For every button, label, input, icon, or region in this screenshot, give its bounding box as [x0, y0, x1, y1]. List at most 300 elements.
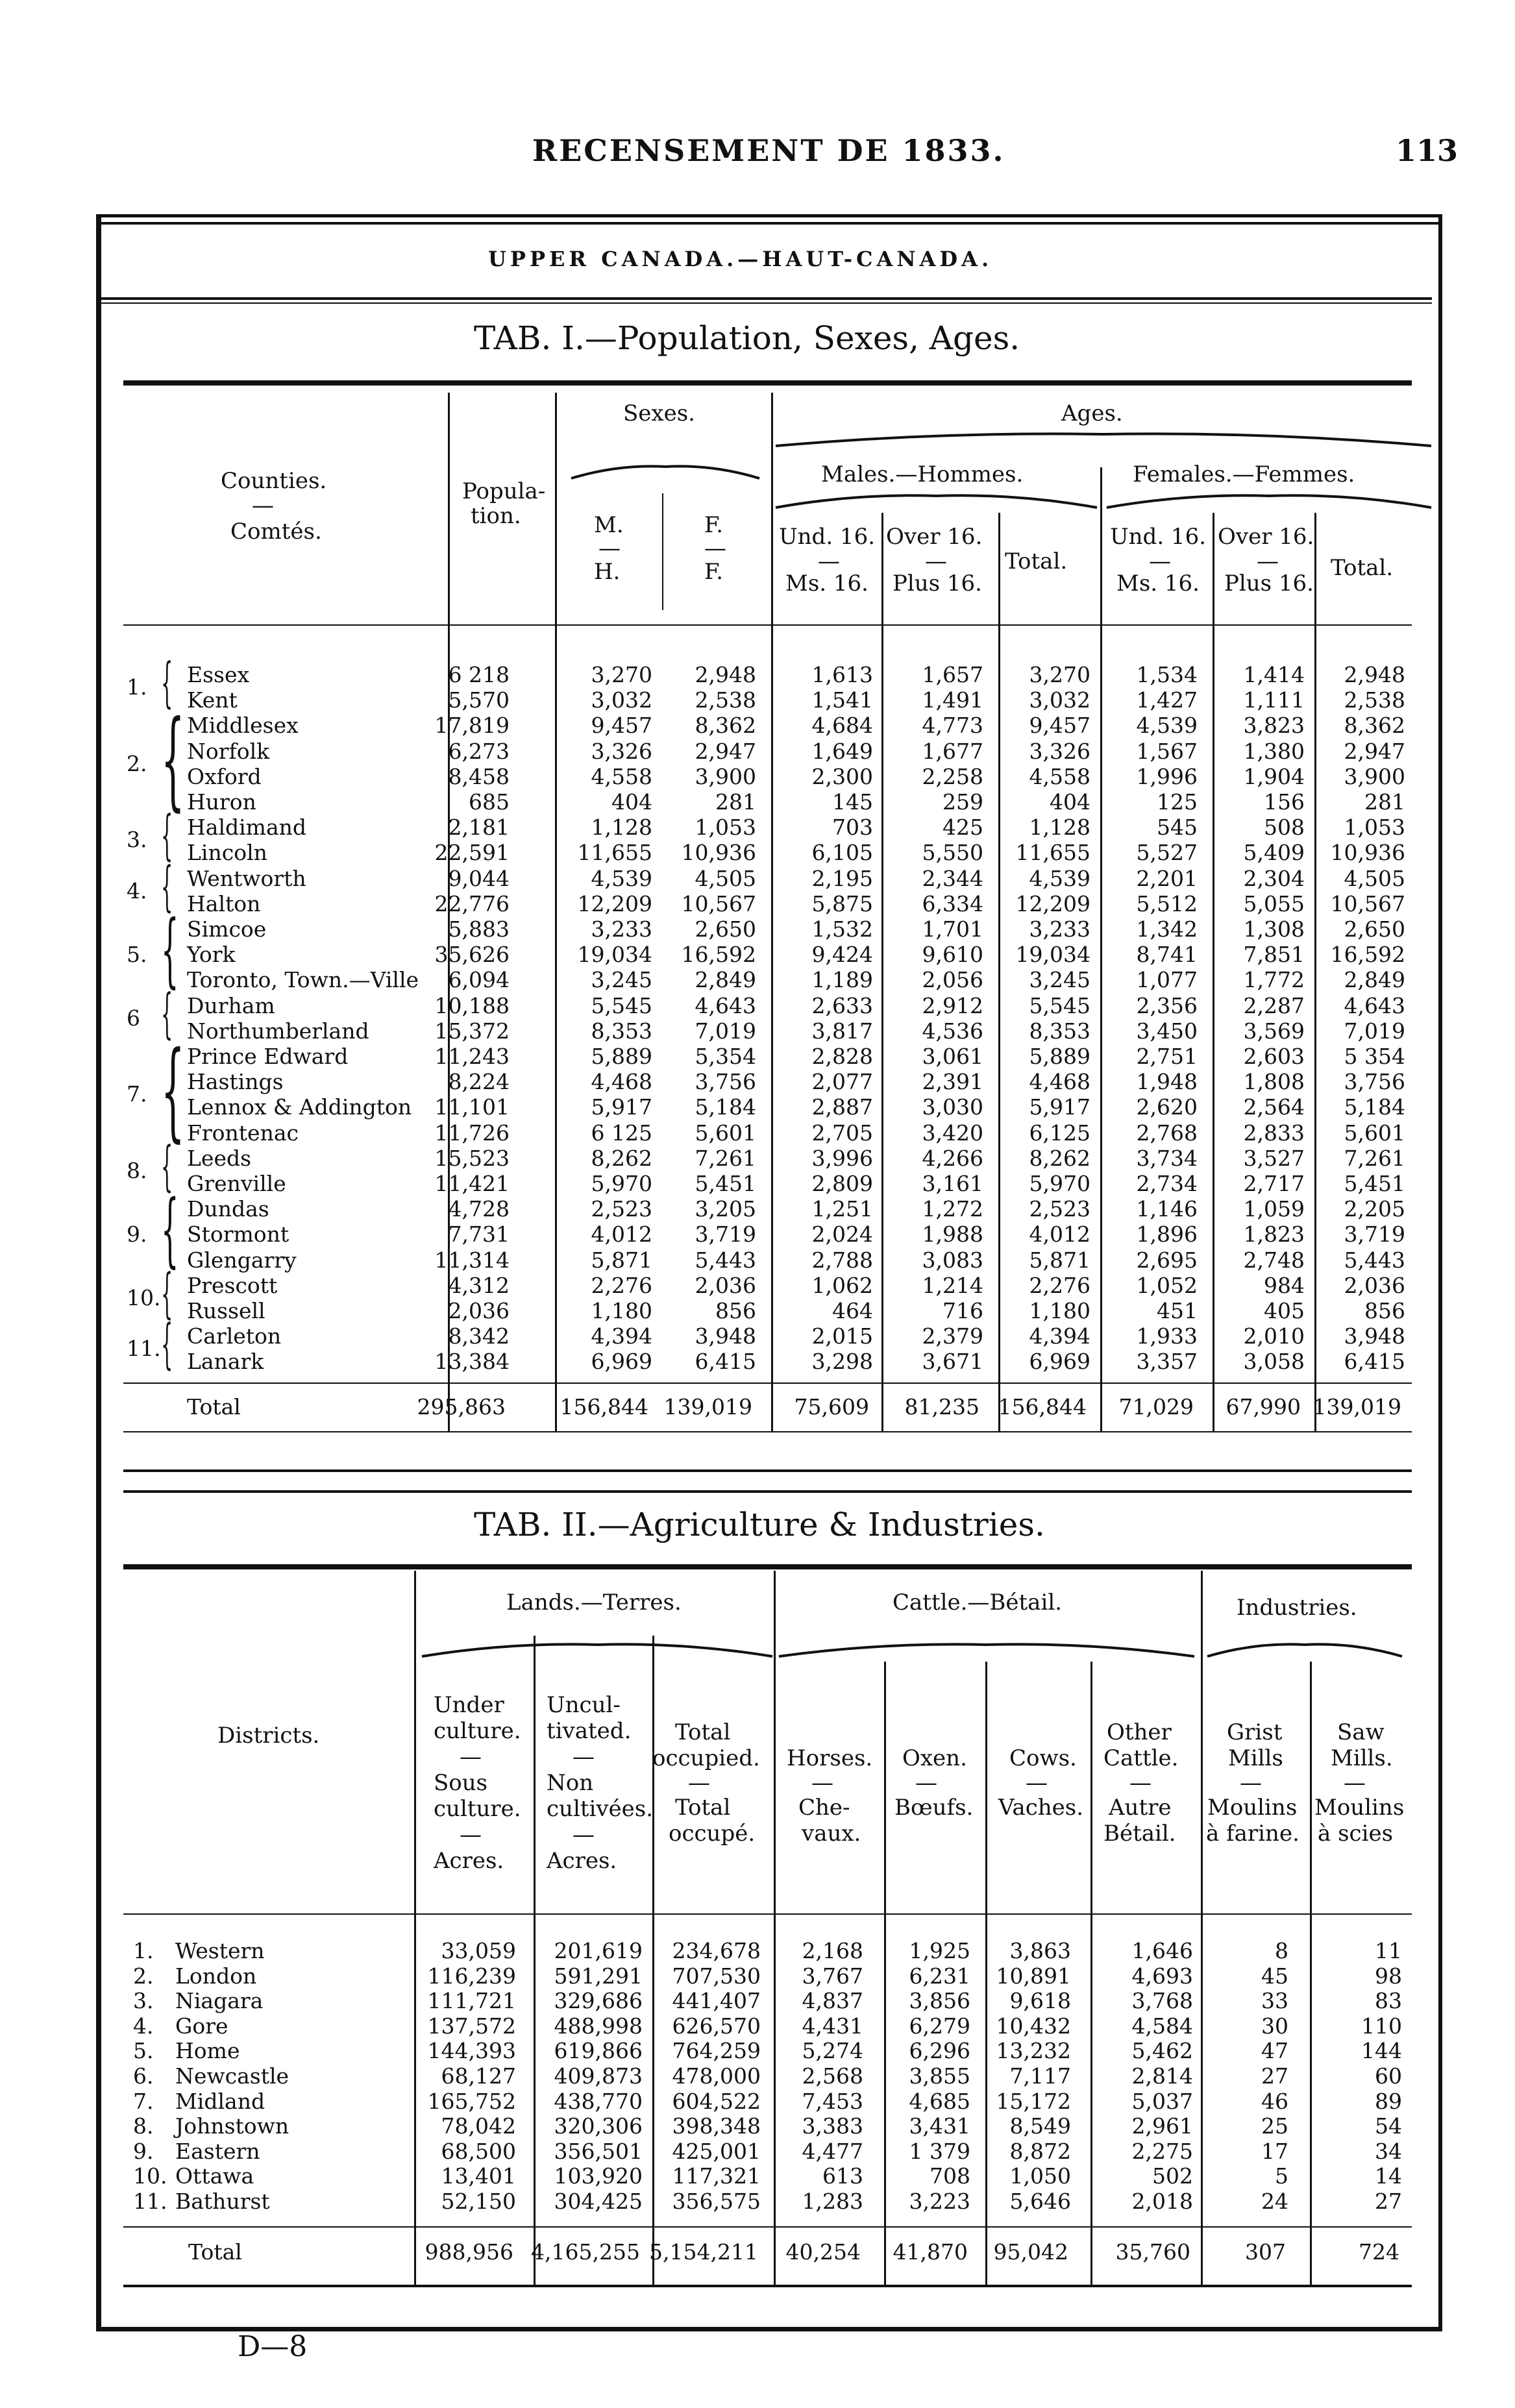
table-cell: 1,996 [1136, 763, 1198, 789]
table-cell: 10,567 [1330, 891, 1405, 916]
table-cell: 5,451 [695, 1171, 756, 1196]
county-name: Kent [187, 687, 238, 713]
county-name: Prince Edward [187, 1044, 349, 1069]
table-cell: 1,933 [1136, 1323, 1198, 1349]
table-cell: 15,172 [996, 2088, 1071, 2114]
table-cell: 404 [611, 789, 652, 815]
table-cell: 5,184 [695, 1094, 756, 1120]
table-cell: 27 [1375, 2189, 1402, 2214]
table-cell: 6,231 [909, 1963, 970, 1989]
table-cell: 2,538 [695, 687, 756, 713]
table-cell: 3,270 [1029, 662, 1090, 687]
table-cell: 3,298 [811, 1349, 873, 1375]
page-title: RECENSEMENT DE 1833. [532, 133, 1005, 168]
table-cell: 438,770 [554, 2088, 643, 2114]
table-cell: 1,111 [1243, 687, 1305, 713]
table-cell: 22,776 [434, 891, 510, 916]
table-cell: 508 [1264, 815, 1305, 841]
table-cell: 1,534 [1136, 662, 1198, 687]
total-cell: 156,844 [560, 1394, 648, 1419]
table-cell: 2,276 [591, 1272, 652, 1298]
table-cell: 1,077 [1136, 967, 1198, 993]
district-name: Western [175, 1938, 265, 1963]
table-cell: 4,431 [802, 2013, 863, 2039]
table-cell: 6,296 [909, 2038, 970, 2064]
table-cell: 6,094 [448, 967, 510, 993]
table-cell: 11 [1375, 1938, 1402, 1963]
table-cell: 2,195 [811, 865, 873, 891]
table-cell: 5,184 [1344, 1094, 1405, 1120]
table-cell: 3,948 [695, 1323, 756, 1349]
table-cell: 2,748 [1243, 1247, 1305, 1273]
table-cell: 329,686 [554, 1988, 643, 2014]
table-cell: 4,728 [448, 1196, 510, 1222]
county-name: Leeds [187, 1145, 252, 1171]
table-cell: 451 [1157, 1298, 1198, 1323]
table-cell: 5,462 [1131, 2038, 1193, 2064]
column-rule [884, 1662, 886, 2285]
table-cell: 5,970 [1029, 1171, 1090, 1196]
table-cell: 4,693 [1131, 1963, 1193, 1989]
table-cell: 3,245 [1029, 967, 1090, 993]
column-rule [881, 513, 883, 1431]
total-cell: 67,990 [1226, 1394, 1301, 1419]
table-cell: 1,146 [1136, 1196, 1198, 1222]
header-dash: — [925, 548, 947, 574]
table-cell: 8,362 [1344, 713, 1405, 739]
total-cell: 307 [1245, 2239, 1286, 2265]
table-separator [123, 1469, 1412, 1472]
header-dash: — [1149, 548, 1171, 574]
table2-title: TAB. II.—Agriculture & Industries. [474, 1506, 1045, 1543]
table-cell: 137,572 [427, 2013, 516, 2039]
county-name: Carleton [187, 1323, 282, 1349]
table-cell: 7,851 [1243, 942, 1305, 968]
header-population: Popula- [462, 478, 546, 504]
total-cell: 156,844 [998, 1394, 1087, 1419]
table-cell: 703 [832, 815, 873, 841]
district-name: Home [175, 2038, 240, 2064]
table-cell: 3,030 [922, 1094, 983, 1120]
table-cell: 3,817 [811, 1018, 873, 1044]
table-cell: 2,751 [1136, 1044, 1198, 1069]
column-rule [771, 393, 773, 1431]
table-cell: 1,059 [1243, 1196, 1305, 1222]
table-cell: 17,819 [434, 713, 510, 739]
county-name: Lincoln [187, 840, 267, 866]
table-cell: 2,814 [1131, 2063, 1193, 2089]
header-moulins2: à farine. [1206, 1821, 1299, 1847]
table-cell: 984 [1264, 1272, 1305, 1298]
table-cell: 3,245 [591, 967, 652, 993]
header-non1: Non [547, 1770, 594, 1796]
table-cell: 7,117 [1009, 2063, 1071, 2089]
table-cell: 125 [1157, 789, 1198, 815]
county-name: Simcoe [187, 916, 267, 942]
column-rule [1090, 1662, 1092, 2285]
table-cell: 2,056 [922, 967, 983, 993]
table-cell: 4,266 [922, 1145, 983, 1171]
group-number: 3. [127, 827, 147, 853]
table-cell: 281 [1364, 789, 1405, 815]
header-under2: culture. [434, 1718, 521, 1744]
table-cell: 11,314 [434, 1247, 510, 1273]
table-cell: 144,393 [427, 2038, 516, 2064]
table-cell: 2,734 [1136, 1171, 1198, 1196]
table-cell: 3,270 [591, 662, 652, 687]
table-cell: 45 [1261, 1963, 1288, 1989]
header-districts: Districts. [217, 1723, 320, 1749]
table-cell: 3,863 [1009, 1938, 1071, 1963]
table-cell: 9,457 [591, 713, 652, 739]
table-cell: 320,306 [554, 2113, 643, 2139]
header-dash: — [811, 1770, 833, 1796]
table-cell: 5 [1275, 2163, 1288, 2189]
table-cell: 304,425 [554, 2189, 643, 2214]
table-cell: 47 [1261, 2038, 1288, 2064]
table-cell: 83 [1375, 1988, 1402, 2014]
table-cell: 259 [942, 789, 983, 815]
total-cell: 81,235 [904, 1394, 979, 1419]
frame-double-line [96, 222, 1438, 225]
table-cell: 5,601 [1344, 1120, 1405, 1146]
total-cell: 988,956 [425, 2239, 513, 2265]
divider [101, 297, 1432, 300]
header-dash: — [1344, 1770, 1366, 1796]
table-cell: 1,427 [1136, 687, 1198, 713]
table-cell: 9,044 [448, 865, 510, 891]
group-number: 10. [127, 1285, 161, 1310]
district-number: 9. [133, 2138, 154, 2164]
table-cell: 1,052 [1136, 1272, 1198, 1298]
table-cell: 11,421 [434, 1171, 510, 1196]
table-cell: 356,501 [554, 2138, 643, 2164]
table-cell: 4,539 [591, 865, 652, 891]
header-ages: Ages. [1061, 400, 1123, 426]
header-comtes: Comtés. [230, 519, 322, 545]
header-non2: cultivées. [547, 1796, 654, 1822]
header-autre1: Autre [1109, 1795, 1172, 1821]
header-dash: — [460, 1744, 482, 1770]
header-dash: — [573, 1744, 595, 1770]
table-cell: 1,050 [1009, 2163, 1071, 2189]
table-cell: 2,036 [1344, 1272, 1405, 1298]
table-cell: 488,998 [554, 2013, 643, 2039]
header-females: Females.—Femmes. [1133, 461, 1355, 487]
group-brace: { [161, 903, 179, 997]
header-m: M. [594, 512, 624, 538]
header-sous1: Sous [434, 1770, 488, 1796]
header-under1: Under [434, 1692, 504, 1718]
table-cell: 2,379 [922, 1323, 983, 1349]
table-cell: 8 [1275, 1938, 1288, 1963]
header-und16: Und. 16. [1110, 524, 1207, 550]
table-cell: 165,752 [427, 2088, 516, 2114]
group-brace: { [161, 1183, 179, 1277]
table-cell: 3,357 [1136, 1349, 1198, 1375]
table-cell: 2,344 [922, 865, 983, 891]
district-number: 5. [133, 2038, 154, 2064]
table-cell: 1,532 [811, 916, 873, 942]
table-cell: 4,558 [1029, 763, 1090, 789]
table-cell: 7,261 [1344, 1145, 1405, 1171]
table-cell: 4,394 [1029, 1323, 1090, 1349]
table-cell: 5,055 [1243, 891, 1305, 916]
table-cell: 11,655 [577, 840, 652, 866]
table-cell: 2,258 [922, 763, 983, 789]
table-cell: 425 [942, 815, 983, 841]
table-cell: 764,259 [672, 2038, 761, 2064]
county-name: Toronto, Town.—Ville [187, 967, 419, 993]
table-cell: 604,522 [672, 2088, 761, 2114]
header-grist2: Mills [1228, 1745, 1283, 1771]
header-dash: — [1129, 1770, 1152, 1796]
header-totocc4: occupé. [669, 1821, 756, 1847]
table-cell: 30 [1261, 2013, 1288, 2039]
table-cell: 2,650 [1344, 916, 1405, 942]
group-number: 7. [127, 1081, 147, 1107]
table-cell: 11,101 [434, 1094, 510, 1120]
group-brace: { [161, 652, 173, 714]
table-cell: 2,650 [695, 916, 756, 942]
bottom-rule [123, 1431, 1412, 1432]
table-cell: 2,809 [811, 1171, 873, 1196]
district-number: 1. [133, 1938, 154, 1963]
table-cell: 3,205 [695, 1196, 756, 1222]
table-cell: 1,491 [922, 687, 983, 713]
table-cell: 1,189 [811, 967, 873, 993]
table-cell: 2,205 [1344, 1196, 1405, 1222]
divider [101, 302, 1432, 304]
header-dash: — [704, 535, 726, 561]
table-cell: 2,300 [811, 763, 873, 789]
header-f-2: F. [704, 559, 724, 585]
table-cell: 2,849 [695, 967, 756, 993]
county-name: Stormont [187, 1222, 289, 1247]
table-cell: 591,291 [554, 1963, 643, 1989]
table-cell: 156 [1264, 789, 1305, 815]
table-cell: 8,353 [591, 1018, 652, 1044]
header-vaches: Vaches. [998, 1795, 1084, 1821]
table-cell: 2,523 [1029, 1196, 1090, 1222]
table-cell: 2,717 [1243, 1171, 1305, 1196]
table-cell: 111,721 [427, 1988, 516, 2014]
group-number: 11. [127, 1336, 161, 1362]
header-sexes: Sexes. [623, 400, 695, 426]
header-totocc2: occupied. [652, 1745, 760, 1771]
table-cell: 5,512 [1136, 891, 1198, 916]
table-cell: 7,019 [695, 1018, 756, 1044]
table-cell: 2,961 [1131, 2113, 1193, 2139]
table-cell: 425,001 [672, 2138, 761, 2164]
table-cell: 1,677 [922, 738, 983, 764]
header-totocc1: Total [675, 1719, 731, 1745]
header-dash: — [1026, 1770, 1048, 1796]
table-cell: 4,536 [922, 1018, 983, 1044]
region-title: UPPER CANADA.—HAUT-CANADA. [488, 247, 993, 271]
table-cell: 3,527 [1243, 1145, 1305, 1171]
district-number: 4. [133, 2013, 154, 2039]
table-cell: 46 [1261, 2088, 1288, 2114]
table-cell: 4,643 [695, 992, 756, 1018]
table-cell: 441,407 [672, 1988, 761, 2014]
header-rule [123, 624, 1412, 626]
county-name: Oxford [187, 763, 262, 789]
district-number: 8. [133, 2113, 154, 2139]
table-cell: 1,541 [811, 687, 873, 713]
table-cell: 4,468 [591, 1069, 652, 1095]
group-brace: { [161, 1028, 185, 1153]
total-cell: 71,029 [1118, 1394, 1194, 1419]
table-cell: 3,823 [1243, 713, 1305, 739]
table-cell: 8,458 [448, 763, 510, 789]
table-cell: 1,649 [811, 738, 873, 764]
header-und16: Und. 16. [779, 524, 876, 550]
table-cell: 201,619 [554, 1938, 643, 1963]
table-cell: 8,549 [1009, 2113, 1071, 2139]
header-acres: Acres. [434, 1848, 504, 1874]
table-cell: 3,996 [811, 1145, 873, 1171]
header-oxen: Oxen. [902, 1745, 967, 1771]
table-cell: 4,477 [802, 2138, 863, 2164]
table-cell: 2,276 [1029, 1272, 1090, 1298]
table-cell: 2,912 [922, 992, 983, 1018]
table-cell: 5,883 [448, 916, 510, 942]
column-rule [998, 513, 1000, 1431]
header-f: F. [704, 512, 724, 538]
district-name: London [175, 1963, 257, 1989]
county-name: Lanark [187, 1349, 264, 1375]
table-cell: 708 [930, 2163, 970, 2189]
table-cell: 5,871 [1029, 1247, 1090, 1273]
header-dash: — [598, 535, 621, 561]
table-cell: 2,633 [811, 992, 873, 1018]
table-cell: 17 [1261, 2138, 1288, 2164]
table-cell: 5,550 [922, 840, 983, 866]
table-cell: 1,772 [1243, 967, 1305, 993]
table-cell: 68,127 [441, 2063, 516, 2089]
table-cell: 10,936 [1330, 840, 1405, 866]
table-cell: 4,558 [591, 763, 652, 789]
total-cell: 4,165,255 [531, 2239, 640, 2265]
district-number: 2. [133, 1963, 154, 1989]
group-number: 4. [127, 878, 147, 903]
table-cell: 1,988 [922, 1222, 983, 1247]
table-cell: 1,646 [1131, 1938, 1193, 1963]
table-cell: 5,570 [448, 687, 510, 713]
table-cell: 7,261 [695, 1145, 756, 1171]
table-cell: 3,083 [922, 1247, 983, 1273]
table-cell: 22,591 [434, 840, 510, 866]
county-name: Northumberland [187, 1018, 369, 1044]
column-rule [534, 1636, 536, 2285]
header-total-females: Total. [1331, 555, 1394, 581]
table-cell: 856 [715, 1298, 756, 1323]
table-cell: 2,523 [591, 1196, 652, 1222]
total-rule [123, 1382, 1412, 1384]
page-header [0, 133, 1515, 172]
table-cell: 5,871 [591, 1247, 652, 1273]
table-cell: 3,900 [1344, 763, 1405, 789]
table-cell: 24 [1261, 2189, 1288, 2214]
header-saw2: Mills. [1331, 1745, 1393, 1771]
table-cell: 3,233 [1029, 916, 1090, 942]
header-h: H. [594, 559, 621, 585]
table-cell: 12,209 [1015, 891, 1090, 916]
header-cattle: Cattle.—Bétail. [893, 1590, 1063, 1616]
table-cell: 4,539 [1136, 713, 1198, 739]
table-cell: 1,948 [1136, 1069, 1198, 1095]
table-cell: 2,695 [1136, 1247, 1198, 1273]
table-cell: 707,530 [672, 1963, 761, 1989]
table-cell: 2,948 [1344, 662, 1405, 687]
table-cell: 19,034 [577, 942, 652, 968]
table-cell: 117,321 [672, 2163, 761, 2189]
table-cell: 9,610 [922, 942, 983, 968]
table-cell: 2,620 [1136, 1094, 1198, 1120]
table-cell: 502 [1152, 2163, 1193, 2189]
header-counties: Counties. [221, 468, 327, 494]
total-cell: 724 [1359, 2239, 1399, 2265]
table-cell: 2,391 [922, 1069, 983, 1095]
table-cell: 110 [1361, 2013, 1402, 2039]
table-cell: 3,431 [909, 2113, 970, 2139]
table-cell: 5,037 [1131, 2088, 1193, 2114]
table-cell: 15,523 [434, 1145, 510, 1171]
table-cell: 4,468 [1029, 1069, 1090, 1095]
table-cell: 398,348 [672, 2113, 761, 2139]
total-cell: 40,254 [785, 2239, 861, 2265]
table-cell: 3,223 [909, 2189, 970, 2214]
district-number: 6. [133, 2063, 154, 2089]
table-cell: 3,768 [1131, 1988, 1193, 2014]
table-cell: 1,567 [1136, 738, 1198, 764]
header-totocc3: Total [675, 1795, 731, 1821]
county-name: Wentworth [187, 865, 306, 891]
table-cell: 716 [942, 1298, 983, 1323]
table-cell: 89 [1375, 2088, 1402, 2114]
table-cell: 3,767 [802, 1963, 863, 1989]
table-cell: 2,947 [695, 738, 756, 764]
table1-title: TAB. I.—Population, Sexes, Ages. [474, 319, 1020, 357]
table-cell: 16,592 [681, 942, 756, 968]
header-chevaux2: vaux. [802, 1821, 861, 1847]
table-cell: 405 [1264, 1298, 1305, 1323]
column-rule [985, 1662, 987, 2285]
table-cell: 8,342 [448, 1323, 510, 1349]
header-dash: — [915, 1770, 937, 1796]
table-cell: 1 379 [909, 2138, 970, 2164]
table-cell: 2,287 [1243, 992, 1305, 1018]
header-industries: Industries. [1237, 1595, 1357, 1621]
table-cell: 13,401 [441, 2163, 516, 2189]
county-name: York [187, 942, 236, 968]
table-cell: 8,262 [1029, 1145, 1090, 1171]
header-sous2: culture. [434, 1796, 521, 1822]
table-cell: 1,272 [922, 1196, 983, 1222]
table-cell: 5,545 [591, 992, 652, 1018]
table-cell: 13,384 [434, 1349, 510, 1375]
table-cell: 1,214 [922, 1272, 983, 1298]
table-cell: 9,457 [1029, 713, 1090, 739]
table-cell: 5,889 [591, 1044, 652, 1069]
table-cell: 8,741 [1136, 942, 1198, 968]
county-name: Huron [187, 789, 256, 815]
column-rule [1314, 513, 1316, 1431]
column-rule [1100, 467, 1102, 1431]
table-cell: 6,969 [591, 1349, 652, 1375]
table-cell: 3,719 [1344, 1222, 1405, 1247]
